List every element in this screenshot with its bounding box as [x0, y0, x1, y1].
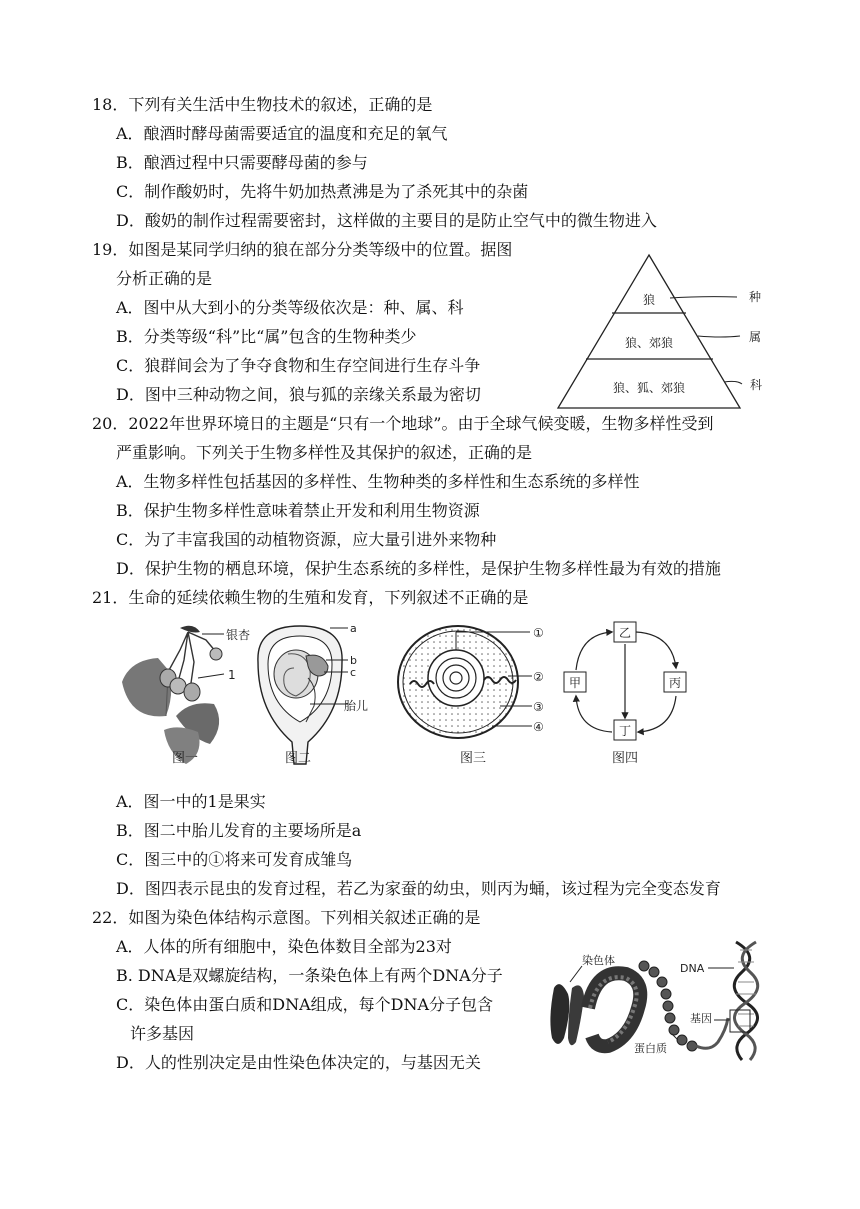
q22-option-c-line2: 许多基因: [130, 1024, 195, 1043]
fig3-label-4: ④: [533, 720, 544, 734]
q21-option-c: C．图三中的①将来可发育成雏鸟: [116, 850, 353, 869]
q22-label-chromosome: 染色体: [582, 954, 615, 967]
q21-option-b: B．图二中胎儿发育的主要场所是a: [116, 821, 362, 840]
fig3-label-2: ②: [533, 670, 544, 684]
q20-option-d: D．保护生物的栖息环境，保护生态系统的多样性，是保护生物多样性最为有效的措施: [116, 559, 721, 578]
pyramid-tier-mid: 狼、郊狼: [624, 336, 674, 350]
fig2-label-fetus: 胎儿: [344, 699, 369, 713]
q20-option-c: C．为了丰富我国的动植物资源，应大量引进外来物种: [116, 530, 497, 549]
svg-text:图三: 图三: [460, 751, 487, 766]
fig4-node-yi: 乙: [618, 626, 632, 640]
q22-option-d: D．人的性别决定是由性染色体决定的，与基因无关: [116, 1053, 481, 1072]
q18-option-c: C．制作酸奶时，先将牛奶加热煮沸是为了杀死其中的杂菌: [116, 182, 529, 201]
q22-label-dna: DNA: [680, 962, 705, 975]
fig4-node-bing: 丙: [668, 676, 682, 690]
q21-figure4-cycle: [560, 620, 700, 744]
q21-figure3-caption: [458, 745, 502, 769]
q19-option-a: A．图中从大到小的分类等级依次是：种、属、科: [116, 298, 464, 317]
q22-label-gene: 基因: [690, 1012, 712, 1025]
pyramid-tier-top: 狼: [642, 293, 656, 307]
fig2-label-a: a: [350, 622, 357, 635]
fig3-label-3: ③: [533, 700, 544, 714]
q20-option-b: B．保护生物多样性意味着禁止开发和利用生物资源: [116, 501, 480, 520]
q20-stem-line1: 20．2022年世界环境日的主题是“只有一个地球”。由于全球气候变暖，生物多样性受到: [92, 414, 714, 433]
pyramid-label-species: 种: [749, 290, 762, 304]
q21-stem: 21．生命的延续依赖生物的生殖和发育，下列叙述不正确的是: [92, 588, 529, 607]
fig4-node-jia: 甲: [568, 676, 582, 690]
q22-label-protein: 蛋白质: [634, 1042, 667, 1055]
q19-option-d: D．图中三种动物之间，狼与狐的亲缘关系最为密切: [116, 385, 481, 404]
fig2-label-b: b: [350, 654, 357, 667]
q21-figure3-egg: [396, 622, 550, 744]
svg-text:图四: 图四: [612, 751, 639, 766]
q19-option-c: C．狼群间会为了争夺食物和生存空间进行生存斗争: [116, 356, 481, 375]
fig1-label-1: 1: [228, 668, 236, 682]
q21-figure4-caption: [610, 745, 654, 769]
svg-text:图二: 图二: [285, 751, 312, 766]
q20-option-a: A．生物多样性包括基因的多样性、生物种类的多样性和生态系统的多样性: [116, 472, 640, 491]
q19-option-b: B．分类等级“科”比“属”包含的生物种类少: [116, 327, 417, 346]
q18-option-a: A．酿酒时酵母菌需要适宜的温度和充足的氧气: [116, 124, 448, 143]
fig3-label-1: ①: [533, 626, 544, 640]
pyramid-label-family: 科: [750, 378, 763, 392]
q22-stem: 22．如图为染色体结构示意图。下列相关叙述正确的是: [92, 908, 481, 927]
pyramid-tier-bottom: 狼、狐、郊狼: [612, 381, 686, 395]
pyramid-label-genus: 属: [749, 330, 762, 344]
fig1-label-ginkgo: 银杏: [226, 628, 251, 642]
q21-option-d: D．图四表示昆虫的发育过程，若乙为家蚕的幼虫，则丙为蛹，该过程为完全变态发育: [116, 879, 721, 898]
fig2-label-c: c: [350, 666, 357, 679]
q22-option-b: B. DNA是双螺旋结构，一条染色体上有两个DNA分子: [116, 966, 503, 985]
svg-text:图一: 图一: [172, 751, 199, 766]
q18-stem: 18．下列有关生活中生物技术的叙述，正确的是: [92, 95, 433, 114]
q21-figure2-caption: [283, 745, 327, 769]
q22-option-a: A．人体的所有细胞中，染色体数目全部为23对: [116, 937, 452, 956]
q18-option-d: D．酸奶的制作过程需要密封，这样做的主要目的是防止空气中的微生物进入: [116, 211, 657, 230]
q21-option-a: A．图一中的1是果实: [116, 792, 266, 811]
q18-option-b: B．酿酒过程中只需要酵母菌的参与: [116, 153, 368, 172]
q22-chromosome-figure: [546, 938, 776, 1066]
fig4-node-ding: 丁: [618, 724, 632, 738]
q19-stem-line1: 19．如图是某同学归纳的狼在部分分类等级中的位置。据图: [92, 240, 513, 259]
q22-option-c-line1: C．染色体由蛋白质和DNA组成，每个DNA分子包含: [116, 995, 494, 1014]
q21-figure1-caption: [170, 745, 214, 769]
q20-stem-line2: 严重影响。下列关于生物多样性及其保护的叙述，正确的是: [116, 443, 533, 462]
q19-classification-pyramid: [552, 252, 778, 412]
q19-stem-line2: 分析正确的是: [116, 269, 213, 288]
